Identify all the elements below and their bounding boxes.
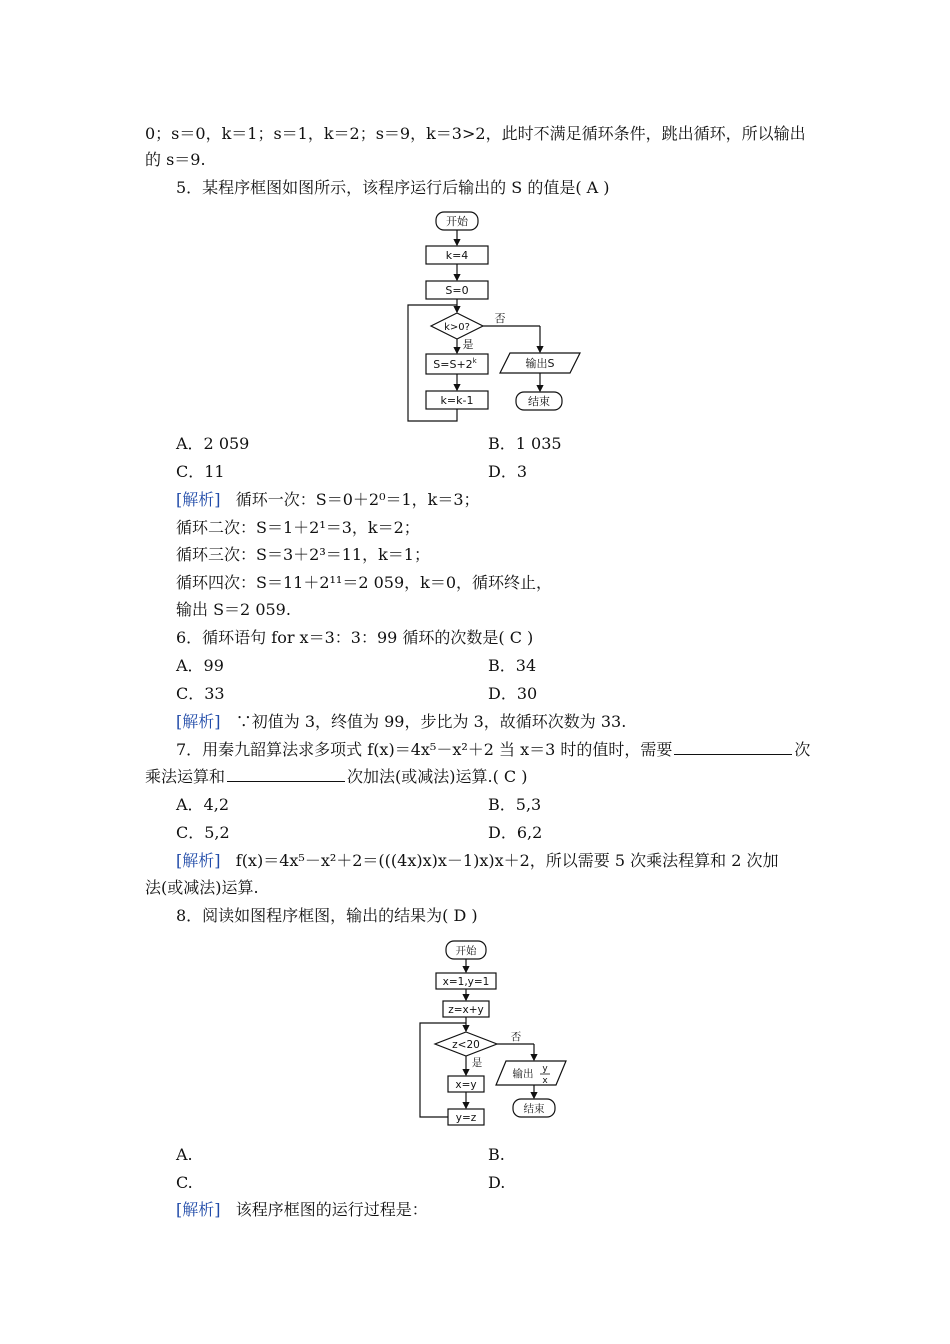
svg-text:结束: 结束 xyxy=(523,1103,545,1115)
option-d: D．3 xyxy=(488,462,528,481)
svg-text:y: y xyxy=(542,1064,548,1074)
analysis-line: [解析] 该程序框图的运行过程是： xyxy=(176,1200,428,1219)
flowchart-q8 xyxy=(410,935,590,1130)
svg-text:k=k-1: k=k-1 xyxy=(440,394,474,407)
analysis-line: 法(或减法)运算. xyxy=(145,878,259,897)
svg-text:x=y: x=y xyxy=(455,1079,477,1091)
answer-blank xyxy=(227,767,345,782)
analysis-line: 输出 S＝2 059. xyxy=(176,600,291,619)
svg-text:否: 否 xyxy=(510,1031,522,1043)
svg-text:是: 是 xyxy=(462,338,474,351)
question-7-stem: 7．用秦九韶算法求多项式 f(x)＝4x⁵－x²＋2 当 x＝3 时的值时，需要 次 xyxy=(176,740,811,759)
svg-text:x: x xyxy=(542,1076,548,1086)
option-c: C．5,2 xyxy=(176,823,230,842)
option-b: B．1 035 xyxy=(488,434,562,453)
option-a: A．4,2 xyxy=(176,795,230,814)
analysis-line: [解析] f(x)＝4x⁵－x²＋2＝(((4x)x)x－1)x)x＋2，所以需要 5 次乘法程算和 2 次加 xyxy=(176,851,779,870)
svg-text:k>0?: k>0? xyxy=(444,322,470,333)
analysis-tag: [解析] xyxy=(176,851,221,870)
svg-text:开始: 开始 xyxy=(455,945,477,957)
svg-text:z<20: z<20 xyxy=(452,1039,480,1051)
question-5-stem: 5．某程序框图如图所示，该程序运行后输出的 S 的值是( A ) xyxy=(176,178,610,197)
option-c: C. xyxy=(176,1173,193,1192)
text-line: 0；s＝0，k＝1；s＝1，k＝2；s＝9，k＝3>2，此时不满足循环条件，跳出循环，所以输出 xyxy=(145,124,806,143)
question-7-stem-cont: 乘法运算和 次加法(或减法)运算.( C ) xyxy=(145,767,528,786)
svg-text:S=S+2k: $S=S+2^k$ xyxy=(433,357,477,371)
svg-text:输出: 输出 xyxy=(512,1068,534,1080)
svg-text:z=x+y: z=x+y xyxy=(448,1004,484,1016)
option-a: A．99 xyxy=(176,656,224,675)
analysis-line: 循环四次：S＝11＋2¹¹＝2 059，k＝0，循环终止， xyxy=(176,573,553,592)
option-b: B．34 xyxy=(488,656,537,675)
option-b: B. xyxy=(488,1145,505,1164)
analysis-tag: [解析] xyxy=(176,1200,221,1219)
question-8-stem: 8．阅读如图程序框图，输出的结果为( D ) xyxy=(176,906,478,925)
analysis-line: 循环三次：S＝3＋2³＝11，k＝1； xyxy=(176,545,430,564)
flowchart-q5 xyxy=(400,205,600,425)
option-c: C．11 xyxy=(176,462,225,481)
svg-text:结束: 结束 xyxy=(528,395,550,408)
svg-text:x=1,y=1: x=1,y=1 xyxy=(442,976,490,988)
option-b: B．5,3 xyxy=(488,795,542,814)
option-a: A. xyxy=(176,1145,193,1164)
analysis-line: 循环二次：S＝1＋2¹＝3，k＝2； xyxy=(176,518,420,537)
svg-text:输出S: 输出S xyxy=(525,357,555,370)
option-c: C．33 xyxy=(176,684,225,703)
text-line: 的 s＝9. xyxy=(145,150,206,169)
option-d: D．6,2 xyxy=(488,823,543,842)
option-d: D．30 xyxy=(488,684,538,703)
svg-text:开始: 开始 xyxy=(446,215,468,228)
analysis-tag: [解析] xyxy=(176,712,221,731)
answer-blank xyxy=(674,740,792,755)
question-6-stem: 6．循环语句 for x＝3：3：99 循环的次数是( C ) xyxy=(176,628,534,647)
option-d: D. xyxy=(488,1173,506,1192)
svg-text:k=4: k=4 xyxy=(445,249,469,262)
svg-text:是: 是 xyxy=(471,1057,483,1069)
svg-text:y=z: y=z xyxy=(455,1112,477,1124)
svg-text:否: 否 xyxy=(494,312,506,325)
analysis-line: [解析] ∵初值为 3，终值为 99，步比为 3，故循环次数为 33. xyxy=(176,712,627,731)
svg-text:S=0: S=0 xyxy=(445,284,469,297)
analysis-tag: [解析] xyxy=(176,490,221,509)
analysis-line: [解析] 循环一次：S＝0＋2⁰＝1，k＝3； xyxy=(176,490,480,509)
option-a: A．2 059 xyxy=(176,434,250,453)
